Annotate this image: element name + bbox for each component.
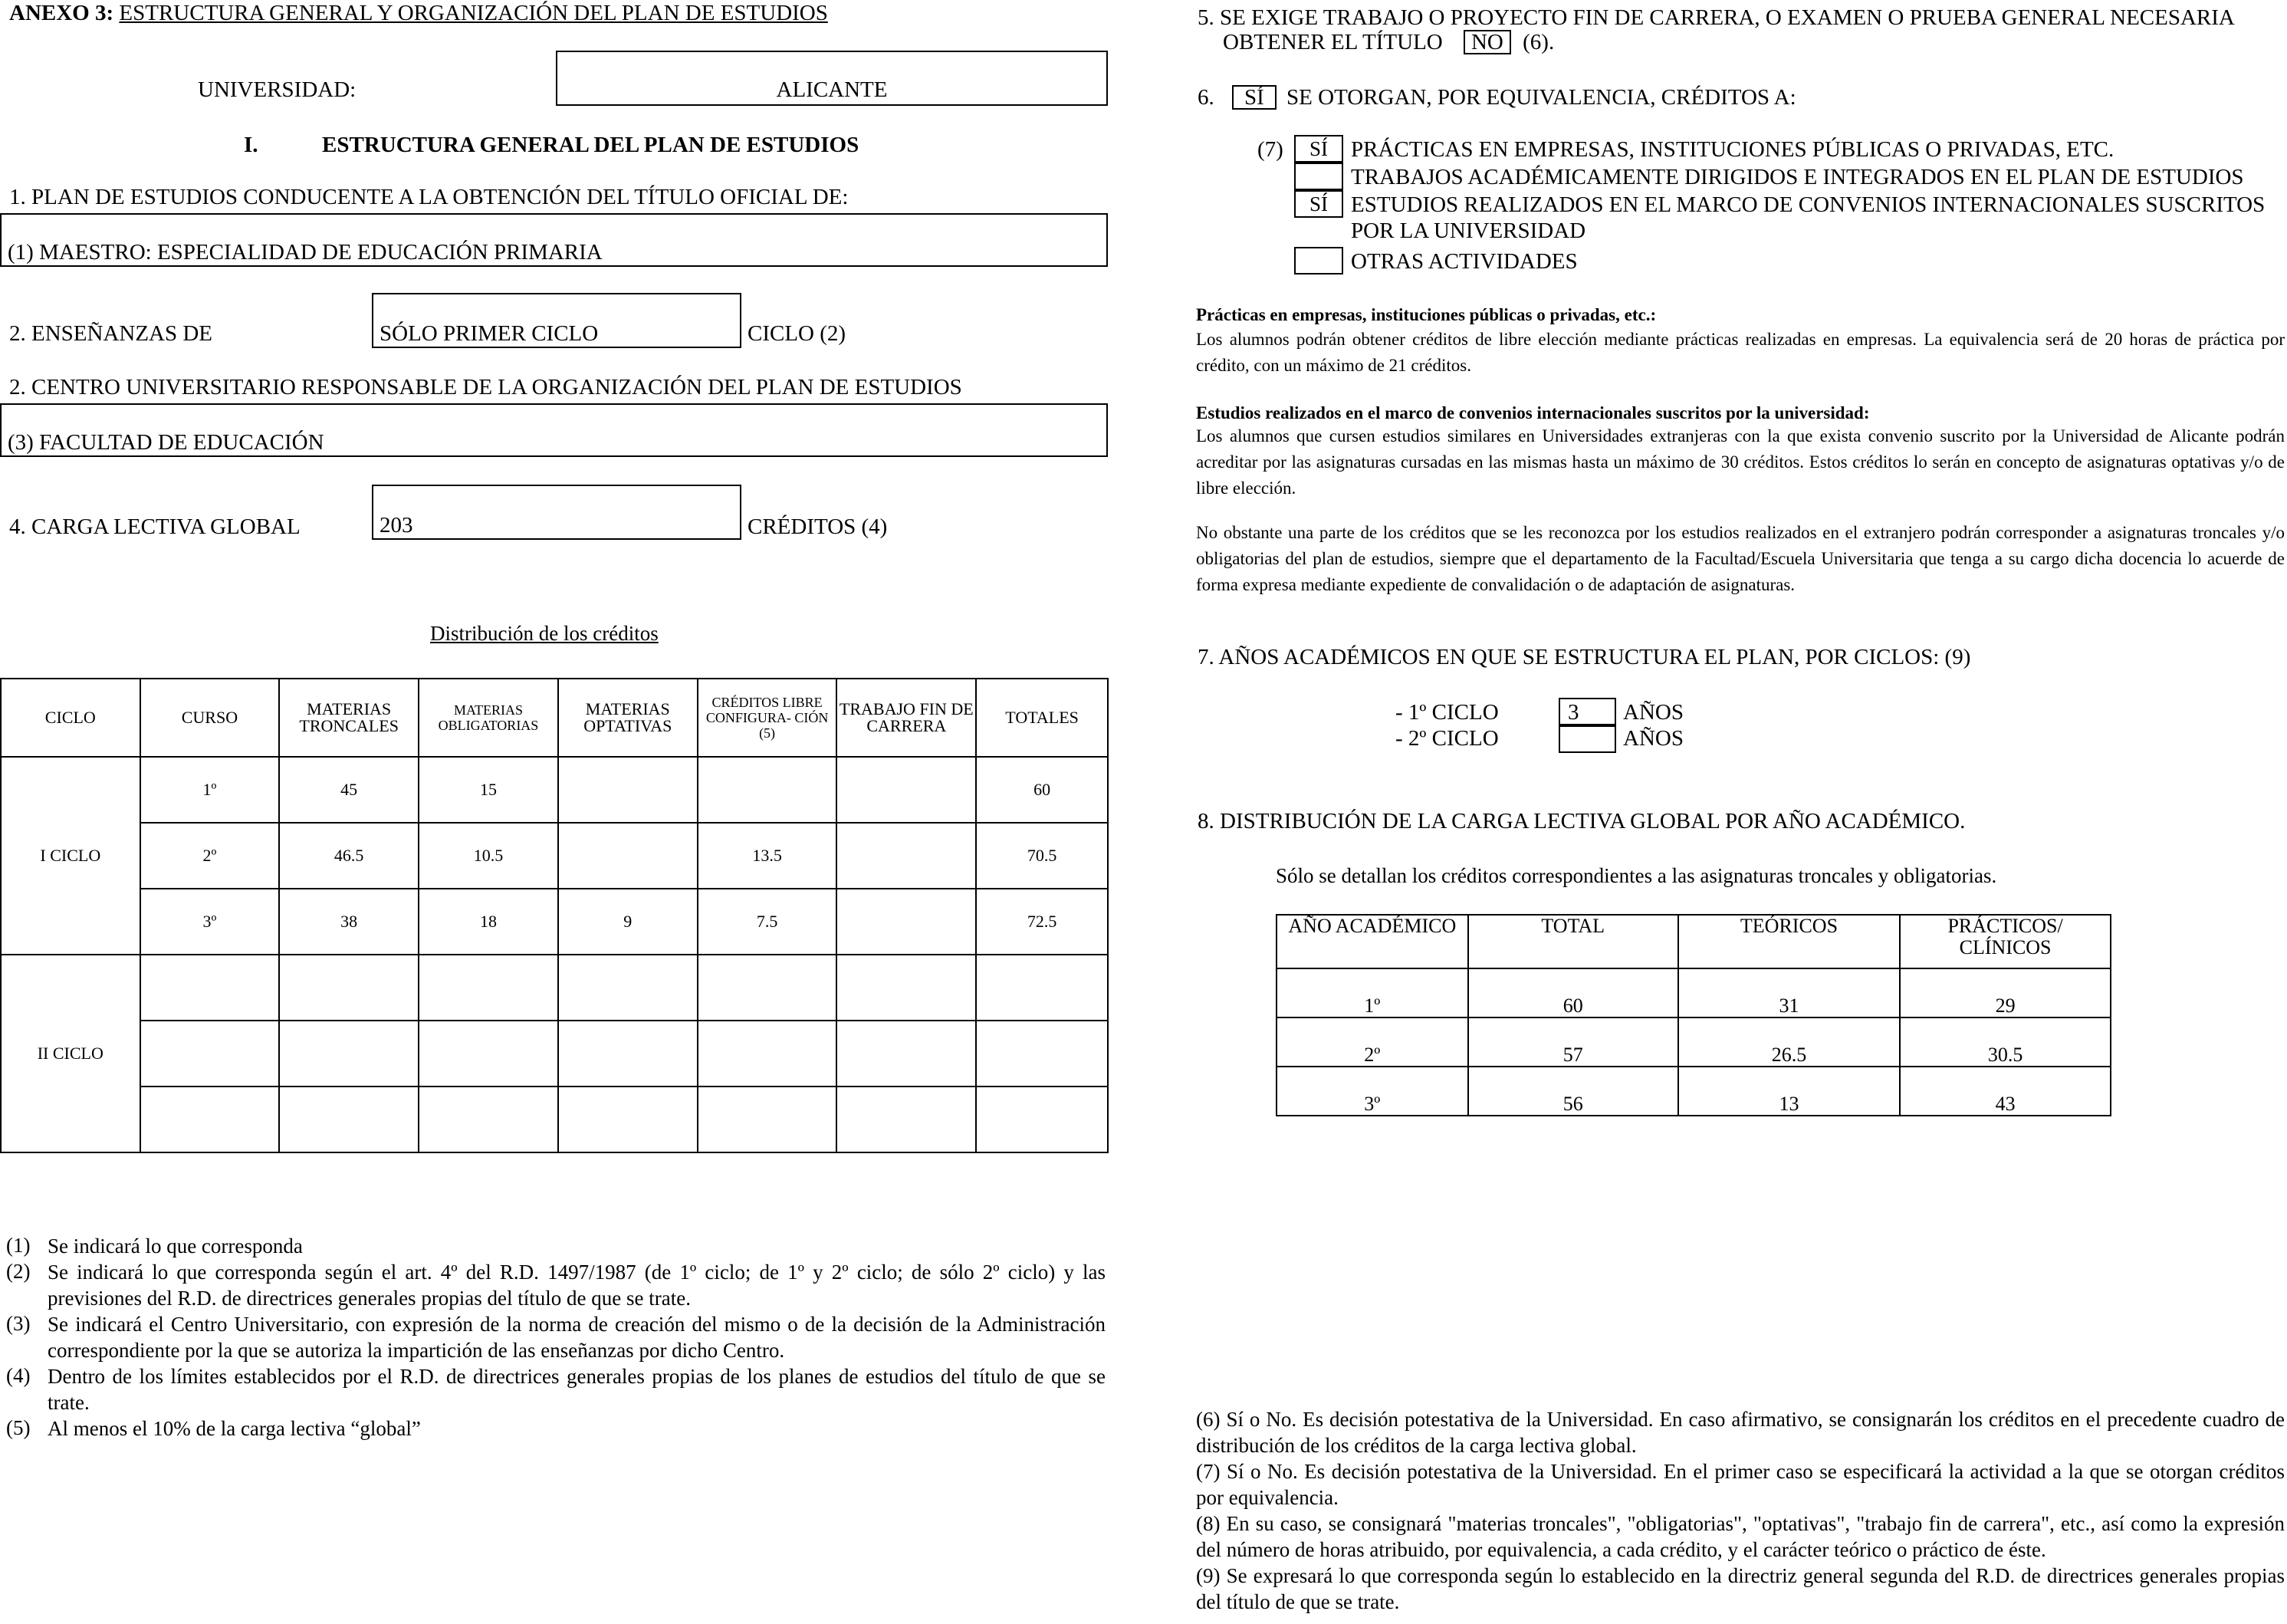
universidad-label: UNIVERSIDAD: [198,77,357,102]
ciclo1-unit: AÑOS [1623,700,1684,725]
estudios-title: Estudios realizados en el marco de convenios internacionales suscritos por la universidad: [1196,403,1870,422]
footnote-text: (7) Sí o No. Es decisión potestativa de la Universidad. En el primer caso se especificará la actividad a la que se otorgan créditos por equivalencia. [1196,1460,2285,1509]
item4-suffix: CRÉDITOS (4) [748,514,888,539]
item2-value: SÓLO PRIMER CICLO [380,321,599,346]
ciclo1-value: 3 [1559,698,1616,725]
cell-teoricos: 31 [1678,968,1900,1017]
cell-libre [698,757,837,823]
cell-trabajo [836,889,976,955]
table-row [1,889,1108,955]
item5-line2 [1223,29,1554,55]
option-text-continued: POR LA UNIVERSIDAD [1351,219,1586,243]
distribution-title: Distribución de los créditos [430,622,659,645]
option-text: PRÁCTICAS EN EMPRESAS, INSTITUCIONES PÚBLICAS O PRIVADAS, ETC. [1351,137,2114,162]
item4-value: 203 [380,513,413,537]
item3-box [0,403,1108,457]
header-troncales: MATERIAS TRONCALES [279,679,419,757]
table-row [1,955,1108,1021]
footnote-text: (6) Sí o No. Es decisión potestativa de la Universidad. En caso afirmativo, se consignarán los créditos en el precedente cuadro de distribución de los créditos de la carga lectiva global. [1196,1408,2285,1457]
estudios-text-2: No obstante una parte de los créditos que se les reconozca por los estudios realizados en el extranjero podrán corresponder a asignaturas troncales y/o obligatorias del plan de estudios, siempre que el departamento de la Facultad/Escuela Universitaria que tenga a su cargo dicha docencia lo acuerde de forma expresa mediante expediente de convalidación o de adaptación de asignaturas. [1196,523,2285,594]
header-total: TOTAL [1468,915,1678,968]
distribution-table [0,678,1109,1153]
header-curso: CURSO [140,679,280,757]
option-mark-box: SÍ [1294,135,1343,163]
table-row [1,1087,1108,1152]
ciclo2-unit: AÑOS [1623,726,1684,751]
item2-box [372,293,741,348]
item5-suffix: (6). [1523,30,1555,54]
table-row [1277,1017,2111,1067]
option-text: TRABAJOS ACADÉMICAMENTE DIRIGIDOS E INTEGRADOS EN EL PLAN DE ESTUDIOS [1351,165,2244,189]
cell-trabajo [836,823,976,889]
item1-value: (1) MAESTRO: ESPECIALIDAD DE EDUCACIÓN PRIMARIA [8,240,603,265]
footnote-num: (1) [6,1234,31,1257]
cell-libre: 7.5 [698,889,837,955]
cell-optativas [558,757,698,823]
header-trabajo: TRABAJO FIN DE CARRERA [836,679,976,757]
universidad-value: ALICANTE [776,77,888,102]
item3-label: 2. CENTRO UNIVERSITARIO RESPONSABLE DE LA ORGANIZACIÓN DEL PLAN DE ESTUDIOS [9,375,962,399]
footnote-num: (2) [6,1260,31,1283]
cell-curso: 2º [140,823,280,889]
table-row [1277,968,2111,1017]
header-practicos: PRÁCTICOS/ CLÍNICOS [1900,915,2111,968]
annual-header-row [1277,915,2111,968]
cell-troncales: 46.5 [279,823,419,889]
footnote-num: (4) [6,1364,31,1387]
practicas-title: Prácticas en empresas, instituciones públicas o privadas, etc.: [1196,305,1657,324]
cell-ano: 2º [1277,1017,1468,1067]
header-libre: CRÉDITOS LIBRE CONFIGURA- CIÓN (5) [698,679,837,757]
section-number: I. [244,133,258,157]
option-text: OTRAS ACTIVIDADES [1351,249,1578,274]
ciclo2-value [1559,725,1616,753]
ciclo1-cell: I CICLO [1,757,140,955]
anexo-title: ESTRUCTURA GENERAL Y ORGANIZACIÓN DEL PLAN DE ESTUDIOS [119,1,828,25]
item2-label: 2. ENSEÑANZAS DE [9,321,213,346]
cell-total: 57 [1468,1017,1678,1067]
cell-totales: 70.5 [976,823,1108,889]
footnote-num: (5) [6,1416,31,1439]
cell-troncales: 38 [279,889,419,955]
cell-obligatorias: 10.5 [419,823,558,889]
item4-box [372,485,741,540]
item8-subtitle: Sólo se detallan los créditos correspondientes a las asignaturas troncales y obligatorias. [1276,864,1997,887]
cell-teoricos: 13 [1678,1067,1900,1116]
item5-line1: 5. SE EXIGE TRABAJO O PROYECTO FIN DE CARRERA, O EXAMEN O PRUEBA GENERAL NECESARIA [1198,5,2235,30]
table-row [1,1021,1108,1087]
header-ciclo: CICLO [1,679,140,757]
section-title: ESTRUCTURA GENERAL DEL PLAN DE ESTUDIOS [322,133,859,157]
option-mark-box [1294,247,1343,275]
item6-value: SÍ [1232,85,1277,110]
cell-ano: 3º [1277,1067,1468,1116]
option-mark-box: SÍ [1294,190,1343,218]
footnote-text: Se indicará lo que corresponda según el art. 4º del R.D. 1497/1987 (de 1º ciclo; de 1º y 2º ciclo; de sólo 2º ciclo) y las previsiones del R.D. de directrices generales propias del título de que se trate. [48,1261,1106,1310]
item6-row [1198,84,1796,110]
item2-suffix: CICLO (2) [748,321,846,346]
cell-total: 60 [1468,968,1678,1017]
estudios-text: Los alumnos que cursen estudios similares en Universidades extranjeras con la que exista convenio suscrito por la Universidad de Alicante podrán acreditar por las asignaturas cursadas en las mismas hasta un máximo de 30 créditos. Estos créditos lo serán en concepto de asignaturas optativas y/o de libre elección. [1196,426,2285,498]
header-totales: TOTALES [976,679,1108,757]
cell-obligatorias: 18 [419,889,558,955]
distribution-header-row [1,679,1108,757]
cell-total: 56 [1468,1067,1678,1116]
cell-curso: 3º [140,889,280,955]
footnote-text: (8) En su caso, se consignará "materias troncales", "obligatorias", "optativas", "trabajo fin de carrera", etc., así como la expresión del número de horas atribuido, por equivalencia, a cada crédito, y el carácter teórico o práctico de éste. [1196,1512,2285,1561]
option-text: ESTUDIOS REALIZADOS EN EL MARCO DE CONVENIOS INTERNACIONALES SUSCRITOS [1351,192,2266,217]
cell-optativas [558,823,698,889]
footnote-text: Se indicará el Centro Universitario, con expresión de la norma de creación del mismo o de la decisión de la Administración correspondiente por la que se autoriza la impartición de las enseñanzas por dicho Centro. [48,1313,1106,1362]
footnote-text: Se indicará lo que corresponda [48,1234,303,1257]
cell-practicos: 30.5 [1900,1017,2111,1067]
option-mark-box [1294,163,1343,190]
anexo-heading [9,0,828,26]
cell-libre: 13.5 [698,823,837,889]
annual-distribution-table [1276,914,2111,1116]
ciclo2-label: - 2º CICLO [1395,726,1499,751]
table-row [1,757,1108,823]
header-ano: AÑO ACADÉMICO [1277,915,1468,968]
cell-practicos: 43 [1900,1067,2111,1116]
cell-troncales: 45 [279,757,419,823]
practicas-text: Los alumnos podrán obtener créditos de libre elección mediante prácticas realizadas en empresas. La equivalencia será de 20 horas de práctica por crédito, con un máximo de 21 créditos. [1196,330,2285,375]
cell-trabajo [836,757,976,823]
footnote-text: Al menos el 10% de la carga lectiva “global” [48,1417,421,1440]
cell-totales: 72.5 [976,889,1108,955]
header-teoricos: TEÓRICOS [1678,915,1900,968]
item3-value: (3) FACULTAD DE EDUCACIÓN [8,430,324,455]
item1-label: 1. PLAN DE ESTUDIOS CONDUCENTE A LA OBTENCIÓN DEL TÍTULO OFICIAL DE: [9,185,849,209]
cell-ano: 1º [1277,968,1468,1017]
cell-practicos: 29 [1900,968,2111,1017]
item6-label: SE OTORGAN, POR EQUIVALENCIA, CRÉDITOS A: [1286,85,1796,110]
item4-label: 4. CARGA LECTIVA GLOBAL [9,514,301,539]
table-row [1277,1067,2111,1116]
cell-teoricos: 26.5 [1678,1017,1900,1067]
item5-value: NO [1464,30,1511,54]
ciclo1-label: - 1º CICLO [1395,700,1499,725]
item8-label: 8. DISTRIBUCIÓN DE LA CARGA LECTIVA GLOBAL POR AÑO ACADÉMICO. [1198,809,1966,833]
cell-curso: 1º [140,757,280,823]
footnote-text: (9) Se expresará lo que corresponda según lo establecido en la directriz general segunda del R.D. de directrices generales propias del título de que se trate. [1196,1564,2285,1613]
anexo-label: ANEXO 3: [9,1,114,25]
cell-totales: 60 [976,757,1108,823]
footnote-num: (3) [6,1312,31,1335]
table-row [1,823,1108,889]
item1-box [0,213,1108,267]
footnote-text: Dentro de los límites establecidos por el R.D. de directrices generales propias de los planes de estudios del título de que se trate. [48,1365,1106,1414]
cell-obligatorias: 15 [419,757,558,823]
cell-optativas: 9 [558,889,698,955]
item7-ref: (7) [1257,137,1283,162]
header-obligatorias: MATERIAS OBLIGATORIAS [419,679,558,757]
universidad-box [556,51,1108,106]
ciclo2-cell: II CICLO [1,955,140,1152]
header-optativas: MATERIAS OPTATIVAS [558,679,698,757]
item5-label: OBTENER EL TÍTULO [1223,30,1443,54]
item7-label: 7. AÑOS ACADÉMICOS EN QUE SE ESTRUCTURA EL PLAN, POR CICLOS: (9) [1198,645,1971,669]
item6-num: 6. [1198,85,1214,110]
